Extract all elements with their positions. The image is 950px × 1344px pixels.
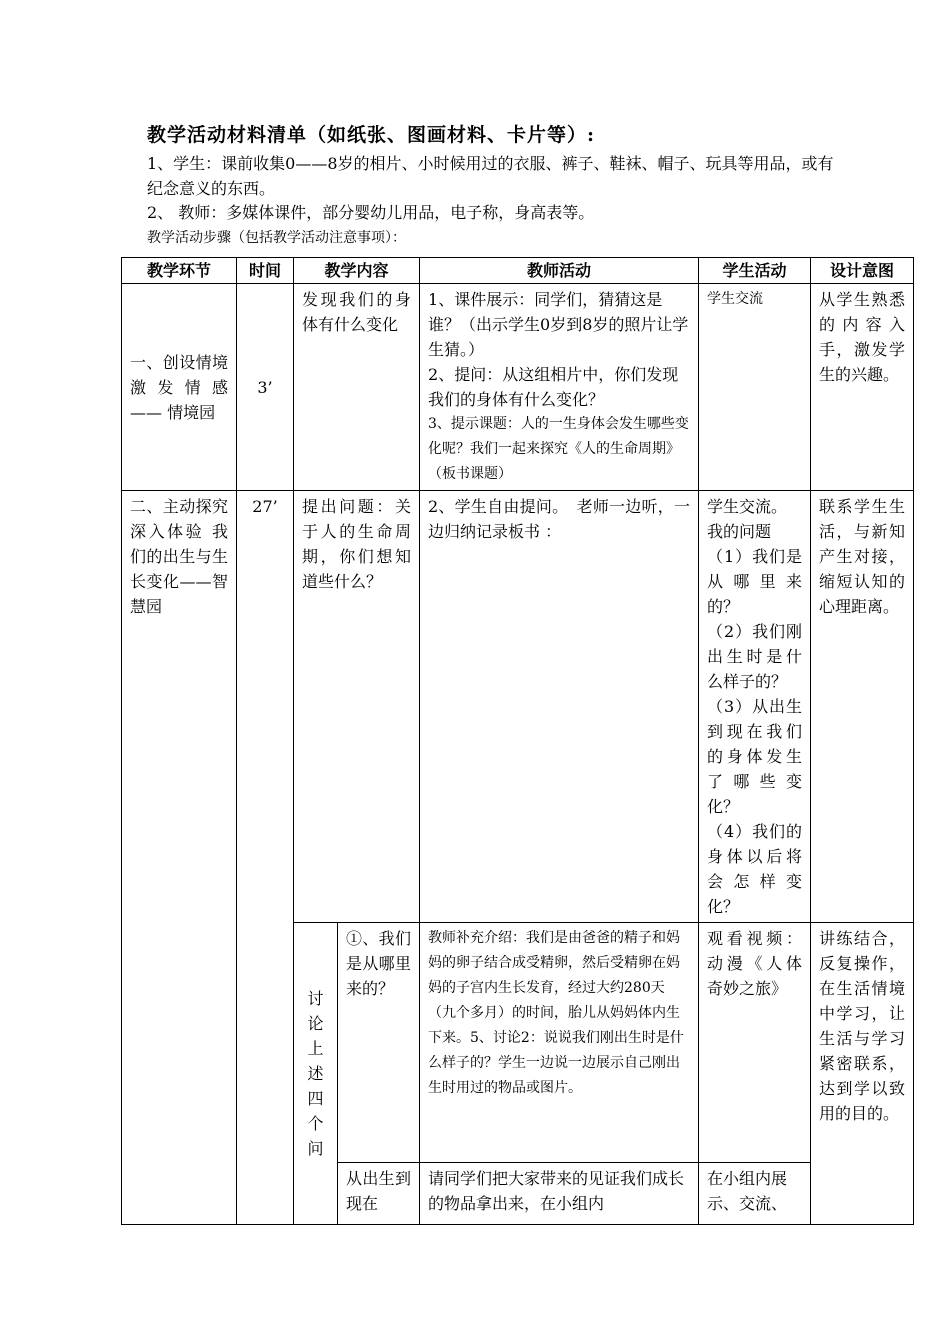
- steps-heading: 教学活动步骤（包括教学活动注意事项）：: [147, 230, 406, 246]
- row1-content: 发现我们的身体有什么变化: [294, 284, 420, 491]
- discussion-char: 个: [307, 1114, 324, 1133]
- row4-teacher: 请同学们把大家带来的见证我们成长的物品拿出来，在小组内: [428, 1169, 685, 1213]
- row1-teacher-line: 3、提示课题：人的一生身体会发生哪些变化呢？我们一起来探究《人的生命周期》（板书课题）: [428, 416, 689, 482]
- header-student: 学生活动: [699, 258, 811, 284]
- row3-intent: 讲练结合，反复操作，在生活情境中学习，让生活与学习紧密联系，达到学以致用的目的。: [811, 923, 914, 1225]
- header-stage: 教学环节: [122, 258, 237, 284]
- discussion-char: 论: [307, 1014, 324, 1033]
- row1-time: 3’: [237, 284, 294, 491]
- materials-student: 1、学生：课前收集0——8岁的相片、小时候用过的衣服、裤子、鞋袜、帽子、玩具等用品，或有纪念意义的东西。: [147, 154, 834, 198]
- row2-student-line: （1）我们是从哪里来的？: [707, 547, 803, 616]
- row2-student-line: （3）从出生到现在我们的身体发生了哪些变化？: [707, 697, 803, 816]
- header-teacher: 教师活动: [420, 258, 699, 284]
- row4-student: 在小组内展示、交流、: [707, 1169, 788, 1213]
- row4-content-cell: [338, 1163, 420, 1225]
- row3-student: 观看视频：动漫《人体奇妙之旅》: [699, 923, 811, 1163]
- materials-heading: 教学活动材料清单（如纸张、图画材料、卡片等）:: [147, 124, 596, 146]
- materials-teacher: 2、 教师：多媒体课件，部分婴幼儿用品，电子称，身高表等。: [147, 203, 595, 222]
- row3-teacher: 教师补充介绍：我们是由爸爸的精子和妈妈的卵子结合成受精卵，然后受精卵在妈妈的子宫内生长发育，经过大约280天（九个多月）的时间，胎儿从妈妈体内生下来。5、讨论2：说说我们刚出生时是什么样子的？学生一边说一边展示自己刚出生时用过的物品或图片。: [420, 923, 699, 1163]
- row4-student-cell: [699, 1163, 811, 1225]
- header-content: 教学内容: [294, 258, 420, 284]
- row1-teacher-line: 1、课件展示：同学们，猜猜这是谁？（出示学生0岁到8岁的照片让学生猜。）: [428, 290, 689, 359]
- discussion-char: 讨: [307, 989, 324, 1008]
- row1-stage: 一、创设情境 激发情感 —— 情境园: [122, 284, 237, 491]
- row2-student-line: 我的问题: [707, 522, 772, 541]
- row2-stage: 二、主动探究 深入体验 我们的出生与生长变化——智慧园: [122, 491, 237, 1225]
- discussion-char: 四: [307, 1089, 324, 1108]
- lesson-plan-table: [121, 257, 914, 1225]
- table-row: [122, 491, 914, 923]
- discussion-char: 上: [307, 1039, 324, 1058]
- row1-student: 学生交流: [699, 284, 811, 491]
- row4-content: 从出生到现在: [346, 1169, 412, 1213]
- discussion-char: 述: [307, 1064, 324, 1083]
- row4-teacher-cell: [420, 1163, 699, 1225]
- header-intent: 设计意图: [811, 258, 914, 284]
- row3-content: ①、我们是从哪里来的？: [338, 923, 420, 1163]
- row1-teacher-line: 2、提问：从这组相片中，你们发现我们的身体有什么变化？: [428, 365, 679, 409]
- row1-teacher: [420, 284, 699, 491]
- row2-student-line: 学生交流。: [707, 497, 788, 516]
- row2-content: 提出问题：关于人的生命周期，你们想知道些什么？: [294, 491, 420, 923]
- row2-time: 27’: [237, 491, 294, 1225]
- row1-intent: 从学生熟悉的内容入手，激发学生的兴趣。: [811, 284, 914, 491]
- row2-teacher: 2、学生自由提问。 老师一边听，一边归纳记录板书 ：: [420, 491, 699, 923]
- row2-student-line: （4）我们的身体以后将会怎样变化？: [707, 822, 803, 916]
- discussion-label: [294, 923, 338, 1225]
- table-header-row: [122, 258, 914, 284]
- header-time: 时间: [237, 258, 294, 284]
- row2-student: [699, 491, 811, 923]
- row2-intent: 联系学生生活，与新知产生对接，缩短认知的心理距离。: [811, 491, 914, 923]
- table-row: [122, 284, 914, 491]
- discussion-char: 问: [307, 1139, 324, 1158]
- row2-student-line: （2）我们刚出生时是什么样子的？: [707, 622, 803, 691]
